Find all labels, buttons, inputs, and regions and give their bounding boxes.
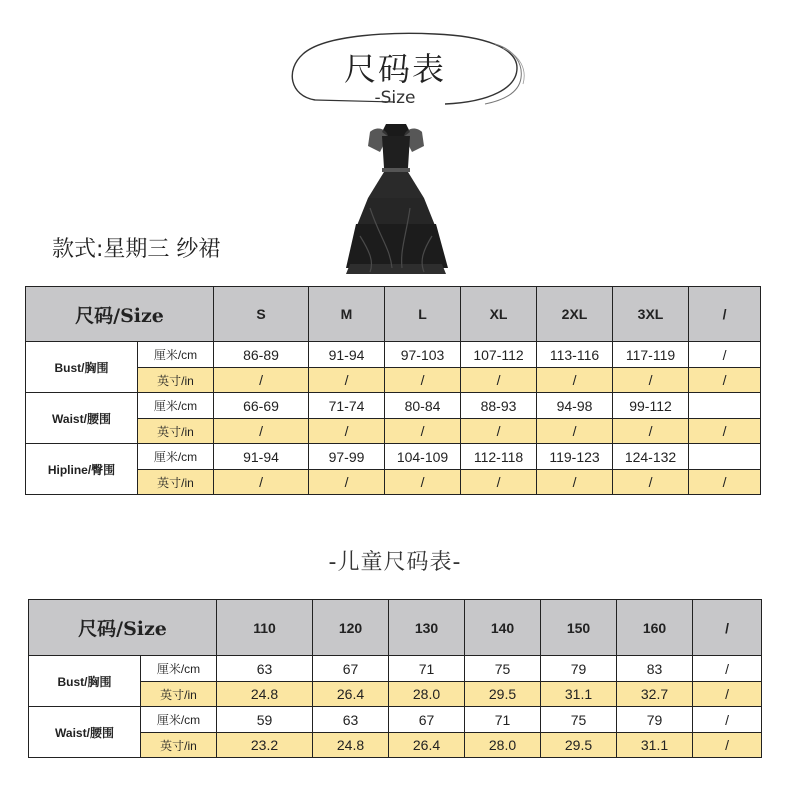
table-cell: 71 xyxy=(465,707,541,733)
table-cell: / xyxy=(461,470,537,495)
table-cell: 83 xyxy=(617,656,693,682)
table-cell: / xyxy=(309,368,385,393)
table-cell: / xyxy=(693,682,762,707)
table-cell: 94-98 xyxy=(537,393,613,419)
table-cell: 26.4 xyxy=(389,733,465,758)
table-cell: 91-94 xyxy=(214,444,309,470)
table-cell: / xyxy=(537,419,613,444)
table-cell: / xyxy=(689,342,761,368)
table-cell: 119-123 xyxy=(537,444,613,470)
table-cell: 88-93 xyxy=(461,393,537,419)
kids-section-title: -儿童尺码表- xyxy=(328,550,462,575)
table-cell: / xyxy=(385,470,461,495)
table-cell: / xyxy=(385,419,461,444)
table-cell: / xyxy=(309,470,385,495)
size-col-header: S xyxy=(214,287,309,342)
unit-cm: 厘米/cm xyxy=(138,393,214,419)
table-cell: 67 xyxy=(313,656,389,682)
size-col-header: 160 xyxy=(617,600,693,656)
unit-in: 英寸/in xyxy=(141,733,217,758)
table-cell: 67 xyxy=(389,707,465,733)
size-col-header: 110 xyxy=(217,600,313,656)
size-col-header: XL xyxy=(461,287,537,342)
table-cell: 31.1 xyxy=(541,682,617,707)
table-cell: 31.1 xyxy=(617,733,693,758)
size-col-header: L xyxy=(385,287,461,342)
table-cell: 29.5 xyxy=(541,733,617,758)
table-cell: / xyxy=(214,419,309,444)
table-cell: 112-118 xyxy=(461,444,537,470)
table-cell: 117-119 xyxy=(613,342,689,368)
table-cell: 97-103 xyxy=(385,342,461,368)
table-cell: 28.0 xyxy=(389,682,465,707)
table-cell: / xyxy=(214,470,309,495)
table-cell: / xyxy=(613,470,689,495)
measurement-label-waist: Waist/腰围 xyxy=(26,393,138,444)
size-col-header: / xyxy=(689,287,761,342)
size-col-header: 140 xyxy=(465,600,541,656)
table-cell: 107-112 xyxy=(461,342,537,368)
unit-in: 英寸/in xyxy=(138,419,214,444)
unit-in: 英寸/in xyxy=(138,470,214,495)
table-cell: 63 xyxy=(313,707,389,733)
table-cell: 97-99 xyxy=(309,444,385,470)
adult-size-table xyxy=(25,286,761,495)
measurement-label-bust: Bust/胸围 xyxy=(26,342,138,393)
table-cell: 26.4 xyxy=(313,682,389,707)
table-cell: / xyxy=(689,419,761,444)
table-cell: 24.8 xyxy=(313,733,389,758)
kids-size-table xyxy=(28,599,762,758)
table-cell xyxy=(689,393,761,419)
table-cell: / xyxy=(214,368,309,393)
table-cell: 104-109 xyxy=(385,444,461,470)
table-cell: 75 xyxy=(541,707,617,733)
size-col-header: 150 xyxy=(541,600,617,656)
page-subtitle: -Size xyxy=(374,88,416,108)
table-cell: 124-132 xyxy=(613,444,689,470)
table-cell: / xyxy=(693,733,762,758)
size-col-header: 2XL xyxy=(537,287,613,342)
table-cell: 23.2 xyxy=(217,733,313,758)
size-header-corner: 尺码/Size xyxy=(26,287,214,342)
size-col-header: / xyxy=(693,600,762,656)
table-cell: 79 xyxy=(617,707,693,733)
table-cell: 80-84 xyxy=(385,393,461,419)
table-cell: 24.8 xyxy=(217,682,313,707)
table-cell xyxy=(689,444,761,470)
table-cell: 32.7 xyxy=(617,682,693,707)
style-label: 款式:星期三 纱裙 xyxy=(52,237,221,262)
table-cell: / xyxy=(385,368,461,393)
table-cell: / xyxy=(689,470,761,495)
unit-cm: 厘米/cm xyxy=(138,342,214,368)
table-cell: / xyxy=(461,419,537,444)
table-cell: 28.0 xyxy=(465,733,541,758)
table-cell: 66-69 xyxy=(214,393,309,419)
table-cell: 86-89 xyxy=(214,342,309,368)
table-cell: 71 xyxy=(389,656,465,682)
table-cell: 91-94 xyxy=(309,342,385,368)
table-cell: / xyxy=(693,656,762,682)
unit-in: 英寸/in xyxy=(138,368,214,393)
table-cell: / xyxy=(537,470,613,495)
measurement-label-bust: Bust/胸围 xyxy=(29,656,141,707)
table-cell: / xyxy=(693,707,762,733)
unit-cm: 厘米/cm xyxy=(138,444,214,470)
table-cell: / xyxy=(613,368,689,393)
table-cell: 59 xyxy=(217,707,313,733)
unit-cm: 厘米/cm xyxy=(141,656,217,682)
measurement-label-waist: Waist/腰围 xyxy=(29,707,141,758)
unit-cm: 厘米/cm xyxy=(141,707,217,733)
table-cell: / xyxy=(309,419,385,444)
size-col-header: 3XL xyxy=(613,287,689,342)
table-cell: 99-112 xyxy=(613,393,689,419)
page-title: 尺码表 xyxy=(343,50,446,88)
table-cell: 71-74 xyxy=(309,393,385,419)
unit-in: 英寸/in xyxy=(141,682,217,707)
size-col-header: M xyxy=(309,287,385,342)
table-cell: 79 xyxy=(541,656,617,682)
table-cell: 75 xyxy=(465,656,541,682)
size-col-header: 130 xyxy=(389,600,465,656)
table-cell: 113-116 xyxy=(537,342,613,368)
table-cell: / xyxy=(689,368,761,393)
size-col-header: 120 xyxy=(313,600,389,656)
dress-image xyxy=(340,118,452,276)
table-cell: 29.5 xyxy=(465,682,541,707)
table-cell: / xyxy=(537,368,613,393)
table-cell: / xyxy=(613,419,689,444)
measurement-label-hipline: Hipline/臀围 xyxy=(26,444,138,495)
table-cell: 63 xyxy=(217,656,313,682)
size-header-corner: 尺码/Size xyxy=(29,600,217,656)
table-cell: / xyxy=(461,368,537,393)
